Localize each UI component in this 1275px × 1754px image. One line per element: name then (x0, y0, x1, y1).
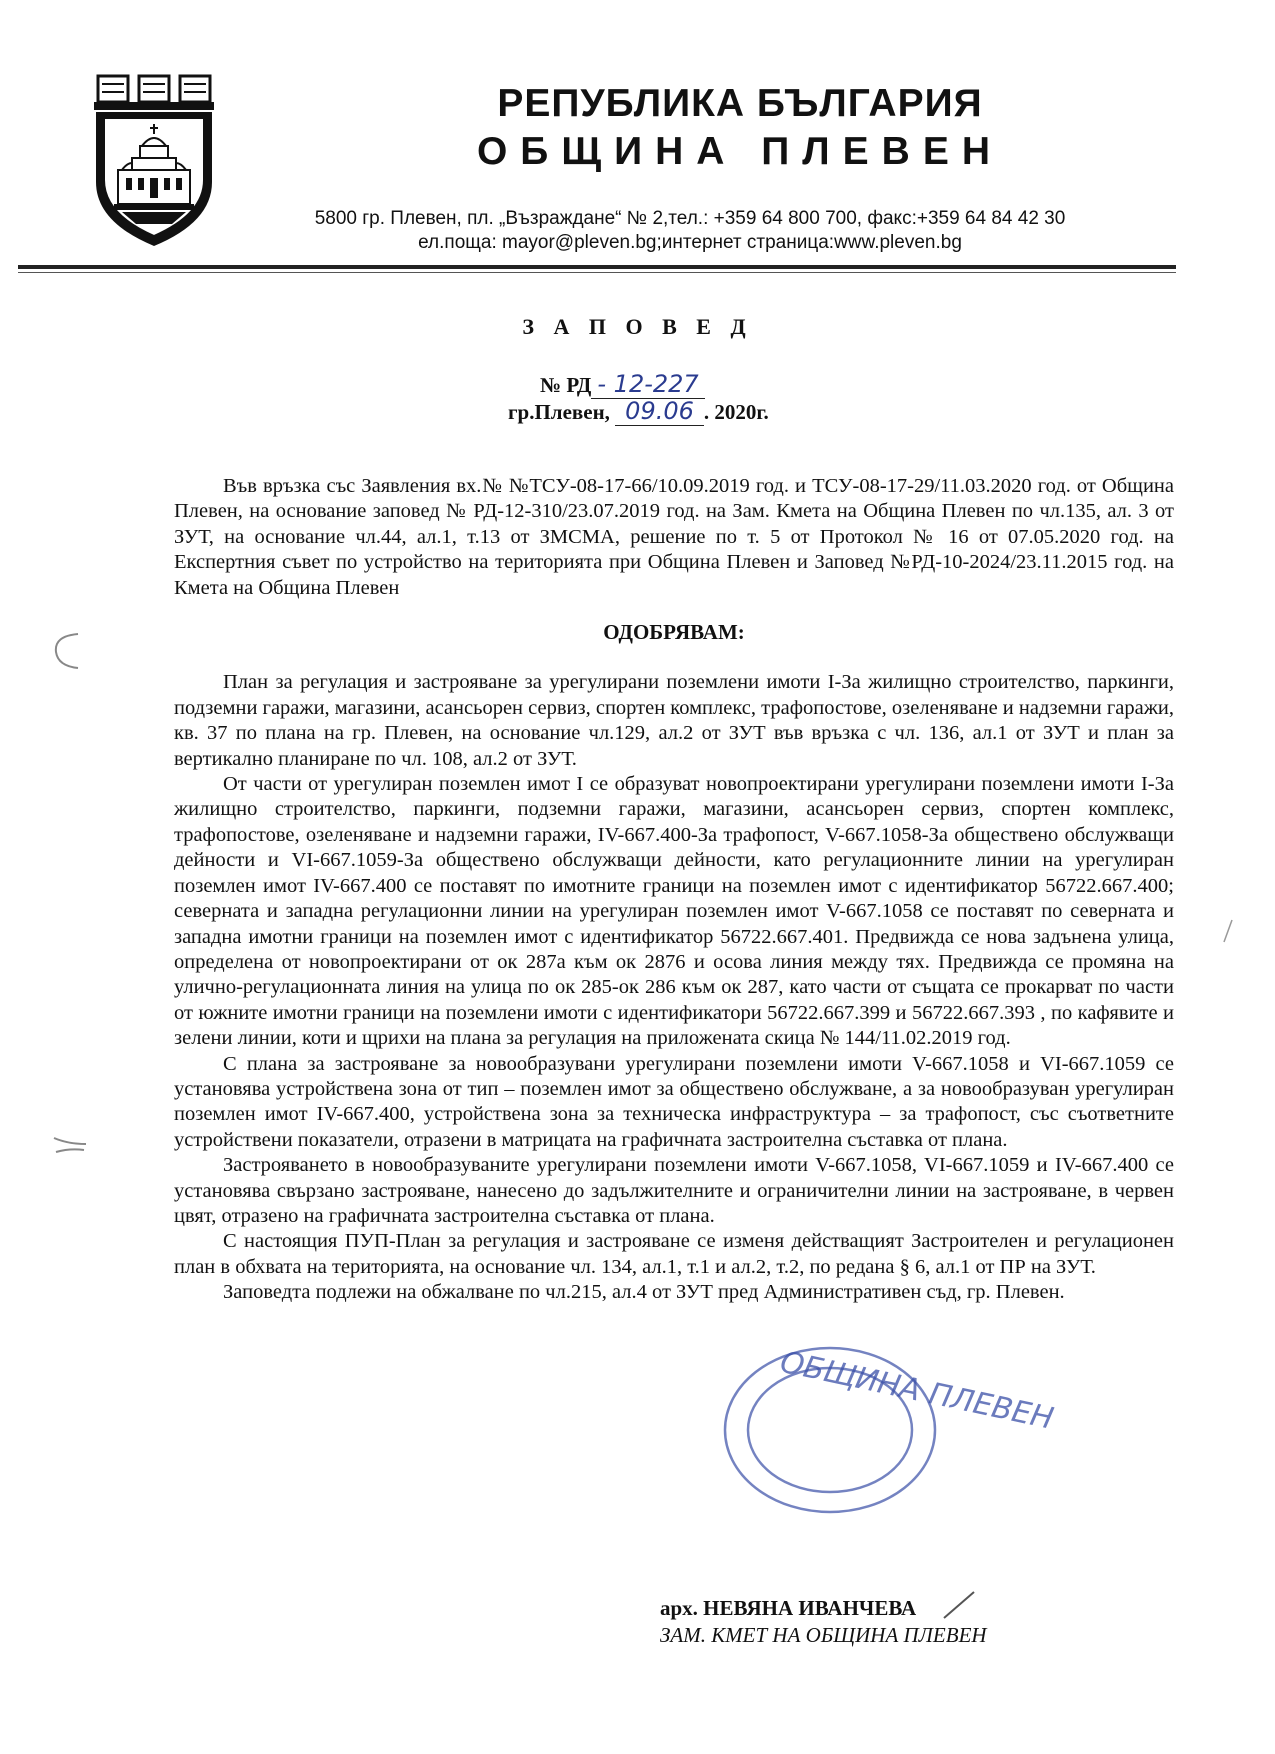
body-paragraph: Заповедта подлежи на обжалване по чл.215, ал.4 от ЗУТ пред Административен съд, гр. Плевен. (223, 1281, 1065, 1304)
body-paragraph: С настоящия ПУП-План за регулация и застрояване се изменя действащият Застроителен и регулационен план в обхвата на територията, на основание чл. 134, ал.1, т.1 и ал.2, т.2, по редана § 6, ал.1 от ПР на ЗУТ. (174, 1230, 1174, 1278)
header-title-municipality: ОБЩИНА ПЛЕВЕН (476, 130, 1004, 173)
header-title-country: РЕПУБЛИКА БЪЛГАРИЯ (497, 82, 983, 125)
order-title: З А П О В Е Д (522, 314, 753, 339)
header-address: 5800 гр. Плевен, пл. „Възраждане“ № 2,тел.: +359 64 800 700, факс:+359 64 84 42 30 (314, 208, 1066, 229)
order-number-prefix: № РД (540, 373, 592, 397)
order-date (508, 397, 769, 425)
signatory-name: арх. НЕВЯНА ИВАНЧЕВА (660, 1596, 917, 1620)
header-contacts: ел.поща: mayor@pleven.bg;интернет страница:www.pleven.bg (418, 232, 962, 253)
order-number-handwritten: - 12-227 (591, 370, 704, 399)
body-paragraph: Застрояването в новообразуваните урегулирани поземлени имоти V-667.1058, VI-667.1059 и IV-667.400 се установява свързано застрояване, нанесено до задължителните и ограничителни линии на застрояване, в червен цвят, отразено на графичната застроителна съставка от плана. (174, 1154, 1174, 1227)
order-number (540, 370, 705, 398)
header-divider (18, 265, 1176, 269)
signature-mark-icon (940, 1588, 980, 1622)
order-body (174, 474, 1174, 1306)
punch-hole-mark-icon (48, 628, 88, 672)
order-place: гр.Плевен, (508, 400, 610, 424)
stamp-text: ОБЩИНА ПЛЕВЕН (777, 1344, 1057, 1437)
body-paragraph: От части от урегулиран поземлен имот I се образуват новопроектирани урегулирани поземлени имоти I-За жилищно строителство, паркинги, подземни гаражи, магазини, асансьорен сервиз, спортен комплекс, трафопостове, озеленяване и надземни гаражи, IV-667.400-За трафопост, V-667.1058-За обществено обслужващи дейности и VI-667.1059-За обществено обслужващи дейности, като регулационните линии на урегулиран поземлен имот IV-667.400 се поставят по имотните граници на поземлен имот с идентификатор 56722.667.400; северната и западна регулационни линии на урегулиран поземлен имот V-667.1058 се поставят по северната и западна имотни граници на поземлен имот с идентификатор 56722.667.401. Предвижда се нова задънена улица, определена от новопроектирани от ок 287а към ок 2876 и осова линия между тях. Предвижда се промяна на улично-регулационната линия на улица по ок 285-ок 286 към ок 287, като части от същата се прокарват по части от южните имотни граници на поземлени имоти с идентификатори 56722.667.399 и 56722.667.393 , по кафявите и зелени линии, коти и щрихи на плана за регулация на приложената скица № 144/11.02.2019 год. (174, 773, 1174, 1050)
pleven-coat-of-arms-icon (92, 72, 216, 248)
body-paragraph: План за регулация и застрояване за урегулирани поземлени имоти I-За жилищно строителство, паркинги, подземни гаражи, магазини, асансьорен сервиз, спортен комплекс, трафопостове, озеленяване и надземни гаражи, кв. 37 по плана на гр. Плевен, на основание чл.129, ал.2 от ЗУТ във връзка с чл. 136, ал.1 от ЗУТ и план за вертикално планиране по чл. 108, ал.2 от ЗУТ. (174, 671, 1174, 770)
approve-heading: ОДОБРЯВАМ: (603, 620, 745, 645)
municipal-stamp-icon (700, 1320, 1057, 1520)
order-date-handwritten: 09.06 (615, 397, 704, 426)
intro-paragraph: Във връзка със Заявления вх.№ №ТСУ-08-17-66/10.09.2019 год. и ТСУ-08-17-29/11.03.2020 год. от Община Плевен, на основание заповед № РД-12-310/23.07.2019 год. на Зам. Кмета на Община Плевен по чл.135, ал. 3 от ЗУТ, на основание чл.44, ал.1, т.13 от ЗМСМА, решение по т. 5 от Протокол № 16 от 07.05.2020 год. на Експертния съвет по устройство на територията при Община Плевен и Заповед №РД-10-2024/23.11.2015 год. на Кмета на Община Плевен (174, 475, 1174, 599)
signatory-position: ЗАМ. КМЕТ НА ОБЩИНА ПЛЕВЕН (660, 1623, 987, 1647)
punch-hole-mark-icon (50, 1130, 90, 1160)
body-paragraph: С плана за застрояване за новообразувани урегулирани поземлени имоти V-667.1058 и VI-667.1059 се установява устройствена зона от тип – поземлен имот за обществено обслужване, а за новообразуван урегулиран поземлен имот IV-667.400, устройствена зона за техническа инфраструктура – за трафопост, със съответните устройствени показатели, отразени в матрицата на графичната застроителна съставка от плана. (174, 1052, 1174, 1151)
header-divider-thin (18, 272, 1176, 273)
order-year: . 2020г. (703, 400, 769, 424)
scan-mark-icon (1220, 918, 1236, 944)
